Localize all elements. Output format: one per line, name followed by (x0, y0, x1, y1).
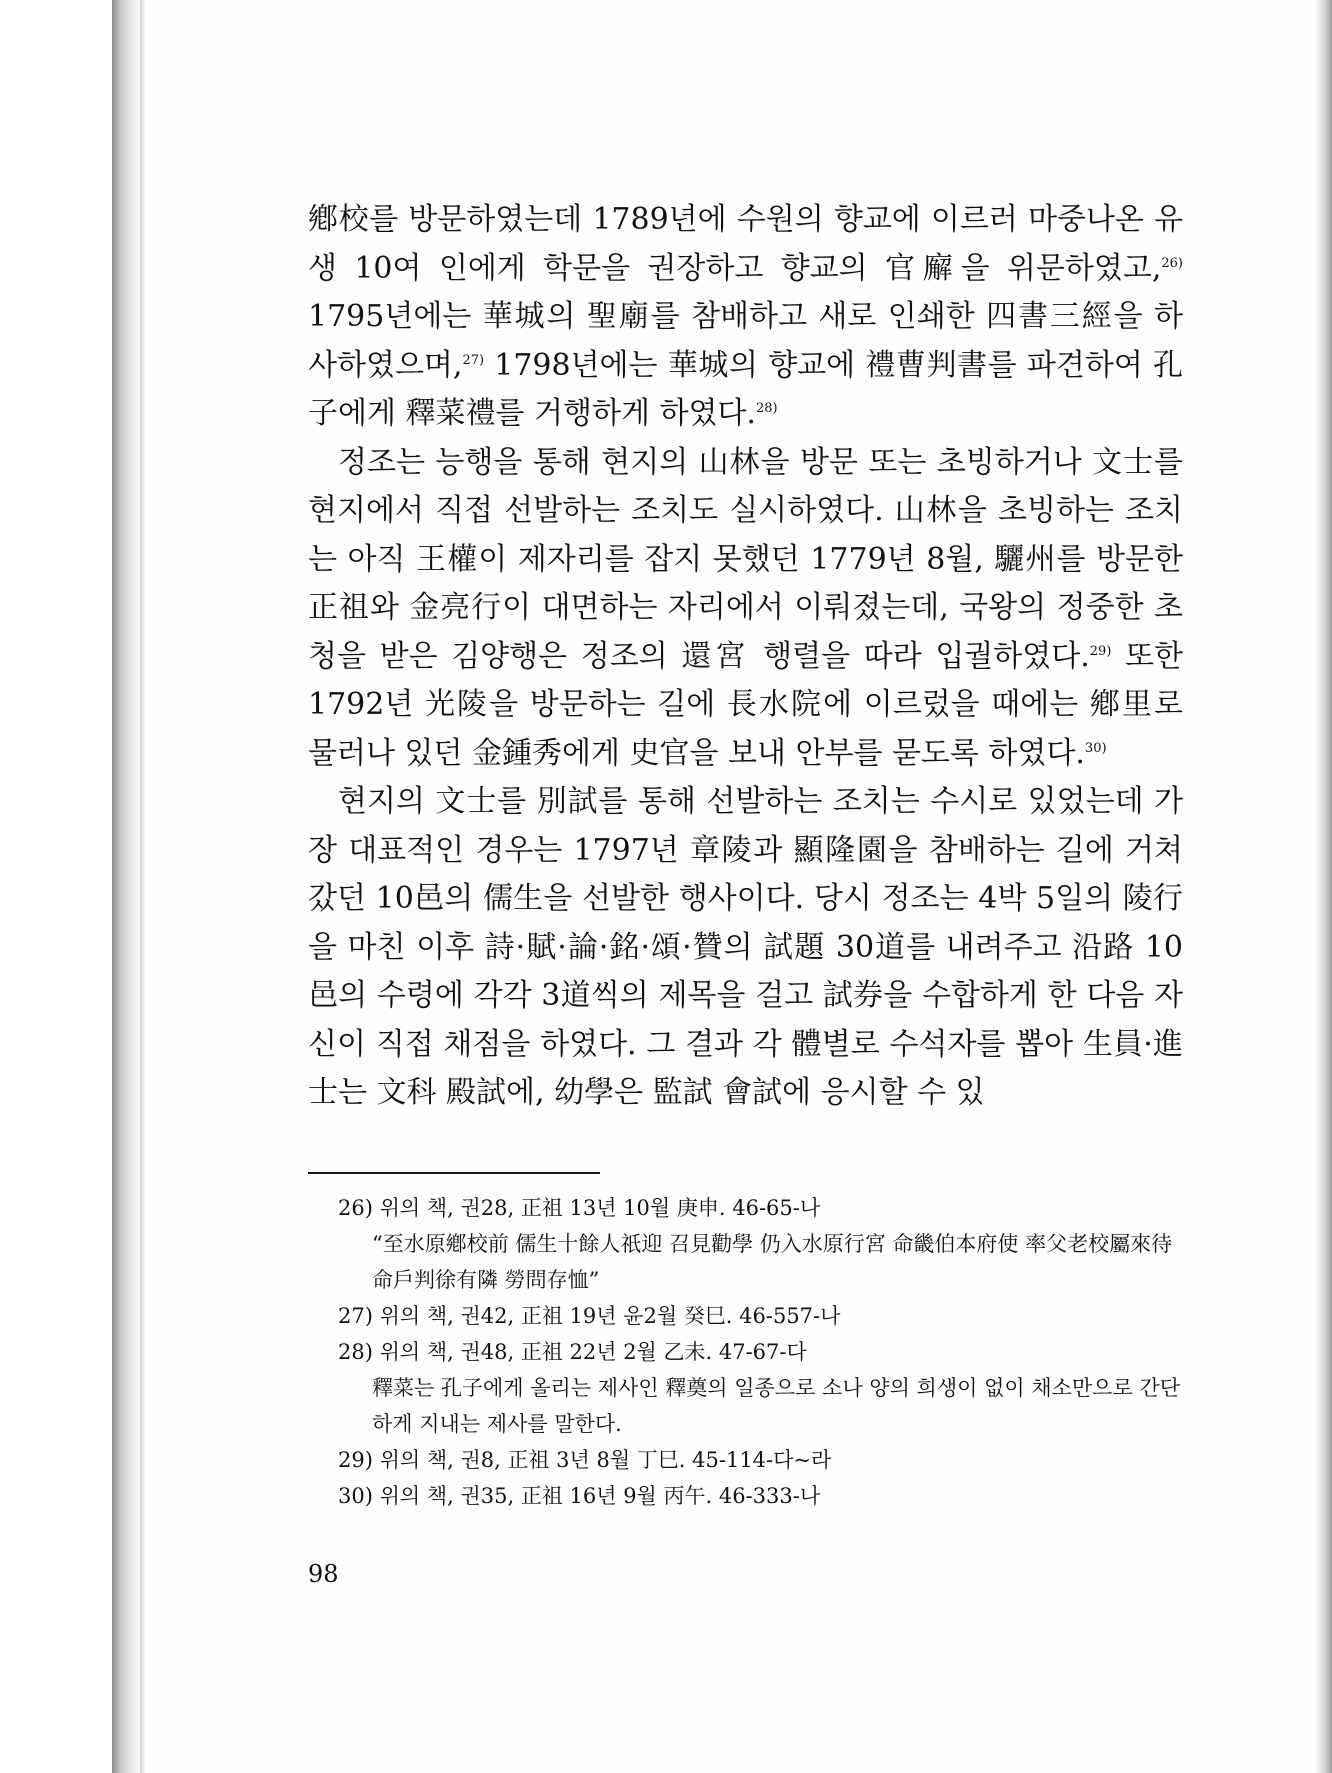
footnote-ref-29[interactable]: 29) (1089, 643, 1112, 659)
footnote-ref-27[interactable]: 27) (462, 352, 485, 368)
paragraph-3 (308, 778, 1183, 1118)
footnote-ref-30[interactable]: 30) (1084, 740, 1107, 756)
footnote-26: 26) 위의 책, 권28, 正祖 13년 10월 庚申. 46-65-나 (338, 1196, 821, 1220)
footnote-28: 28) 위의 책, 권48, 正祖 22년 2월 乙未. 47-67-다 (338, 1340, 807, 1364)
footnotes (338, 1190, 1198, 1514)
text-segment: 鄕校를 방문하였는데 1789년에 수원의 향교에 이르러 마중나온 유생 10여 인에게 학문을 권장하고 향교의 官廨을 위문하였고, (308, 202, 1183, 286)
paragraph-2 (308, 439, 1183, 779)
text-segment: 정조는 능행을 통해 현지의 山林을 방문 또는 초빙하거나 文士를 현지에서 직접 선발하는 조치도 실시하였다. 山林을 초빙하는 조치는 아직 王權이 제자리를 잡지 못했던 1779년 8월, 驪州를 방문한 正祖와 金亮行이 대면하는 자리에서 이뤄졌는데, 국왕의 정중한 초청을 받은 김양행은 정조의 還宮 행렬을 따라 입궐하였다. (308, 444, 1183, 674)
footnote-29: 29) 위의 책, 권8, 正祖 3년 8월 丁巳. 45-114-다~라 (338, 1448, 832, 1472)
footnote-28-note: 釋菜는 孔子에게 올리는 제사인 釋奠의 일종으로 소나 양의 희생이 없이 채소만으로 간단하게 지내는 제사를 말한다. (372, 1376, 1181, 1436)
footnote-divider (308, 1172, 600, 1174)
page-right-shadow (1314, 0, 1332, 1773)
text-segment: 1798년에는 華城의 향교에 禮曹判書를 파견하여 孔子에게 釋菜禮를 거행하게 하였다. (308, 347, 1183, 431)
footnote-ref-28[interactable]: 28) (755, 401, 778, 416)
text-segment: 1795년에는 華城의 聖廟를 참배하고 새로 인쇄한 四書三經을 하사하였으며, (308, 299, 1183, 383)
text-segment: 현지의 文士를 別試를 통해 선발하는 조치는 수시로 있었는데 가장 대표적인 경우는 1797년 章陵과 顯隆園을 참배하는 길에 거쳐갔던 10邑의 儒生을 선발한 행사이다. 당시 정조는 4박 5일의 陵行을 마친 이후 詩·賦·論·銘·頌·贊의 試題 30道를 내려주고 沿路 10邑의 수령에 각각 3道씩의 제목을 걸고 試券을 수합하게 한 다음 자신이 직접 채점을 하였다. 그 결과 각 體별로 수석자를 뽑아 生員·進士는 文科 殿試에, 幼學은 監試 會試에 응시할 수 있 (308, 784, 1183, 1110)
footnote-27: 27) 위의 책, 권42, 正祖 19년 윤2월 癸巳. 46-557-나 (338, 1304, 841, 1328)
text-segment: 또한 1792년 光陵을 방문하는 길에 長水院에 이르렀을 때에는 鄕里로 물러나 있던 金鍾秀에게 史官을 보내 안부를 묻도록 하였다. (308, 638, 1184, 771)
footnote-30: 30) 위의 책, 권35, 正祖 16년 9월 丙午. 46-333-나 (338, 1484, 821, 1508)
book-spine-edge (112, 0, 140, 1773)
page-number: 98 (308, 1560, 339, 1588)
footnote-ref-26[interactable]: 26) (1161, 255, 1183, 271)
footnote-26-quote: “至水原鄕校前 儒生十餘人祇迎 召見勸學 仍入水原行宮 命畿伯本府使 率父老校屬來待 命戶判徐有隣 勞問存恤” (372, 1232, 1173, 1292)
body-text (308, 196, 1183, 1118)
paragraph-1 (308, 196, 1183, 439)
